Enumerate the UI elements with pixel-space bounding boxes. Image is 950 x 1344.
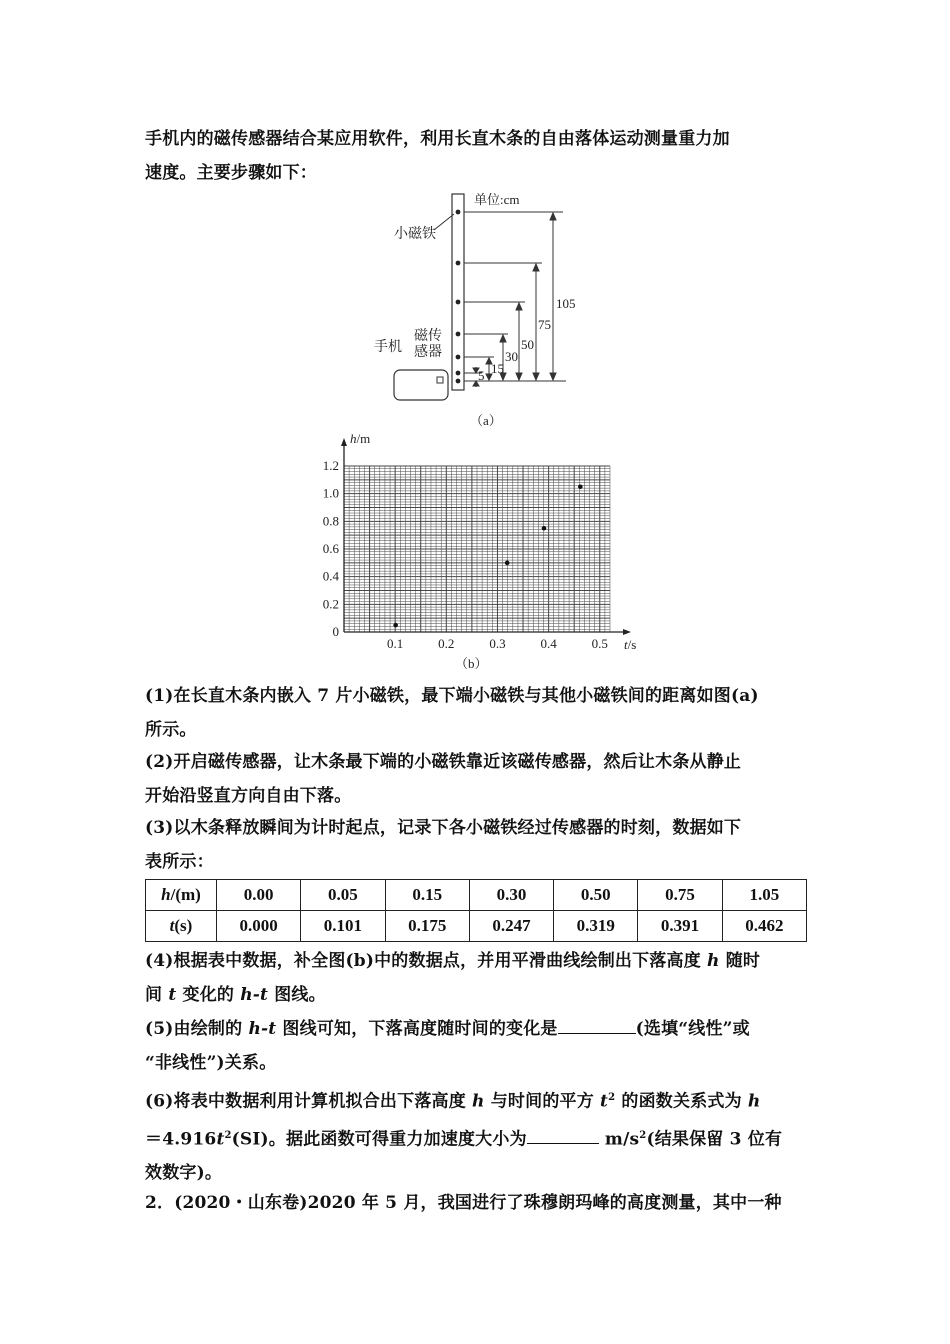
table-cell: 0.319	[554, 911, 638, 942]
y-tick-label: 0.4	[322, 568, 339, 584]
y-axis-label: h/m	[350, 431, 371, 446]
table-cell: 0.000	[217, 911, 301, 942]
dim-label-75: 75	[538, 317, 551, 332]
y-tick-label: 1.2	[322, 458, 339, 473]
dim-label-5: 5	[478, 368, 485, 383]
sensor-label-2: 感器	[414, 345, 442, 360]
table-cell: 0.50	[554, 880, 638, 911]
step-6	[145, 1081, 810, 1190]
figure-a	[370, 188, 610, 433]
step-5	[145, 1012, 810, 1080]
step-3-line-1: (3)以木条释放瞬间为计时起点，记录下各小磁铁经过传感器的时刻，数据如下	[145, 818, 742, 838]
chart-axes	[341, 438, 631, 635]
intro-line-2: 速度。主要步骤如下：	[145, 163, 317, 183]
x-tick-label: 0.2	[438, 636, 455, 651]
dim-label-30: 30	[505, 349, 518, 364]
step-6-line-2: $=4.916t^2(SI)$。据此函数可得重力加速度大小为 $m/s^2$(结果保留 3 位有	[145, 1119, 810, 1157]
y-tick-label: 0	[332, 624, 339, 639]
y-axis-arrow	[341, 438, 347, 446]
intro-paragraph	[145, 122, 810, 190]
step-3	[145, 811, 810, 879]
step-1	[145, 679, 810, 747]
data-table	[145, 879, 807, 942]
magnet-dot	[456, 355, 461, 360]
chart-grid	[344, 466, 610, 632]
step-5-line-1: (5)由绘制的 h-t 图线可知，下落高度随时间的变化是 (选填“线性”或	[145, 1012, 810, 1046]
table-cell: 0.15	[385, 880, 469, 911]
phone-body	[394, 370, 448, 400]
x-tick-label: 0.5	[591, 636, 608, 651]
y-tick-label: 0.6	[322, 541, 339, 556]
table-cell: 0.101	[301, 911, 385, 942]
question-2	[145, 1186, 810, 1220]
table-cell: 0.247	[469, 911, 553, 942]
x-axis-label: t/s	[624, 637, 637, 652]
unit-label: 单位:cm	[474, 192, 520, 207]
step-6-line-3: 效数字)。	[145, 1163, 223, 1184]
figure-a-caption: （a）	[470, 413, 502, 428]
table-cell: 1.05	[722, 880, 806, 911]
table-cell: 0.75	[638, 880, 722, 911]
dim-label-50: 50	[521, 337, 534, 352]
magnet-dot	[456, 210, 461, 215]
data-point	[542, 526, 547, 531]
magnet-dot	[456, 379, 461, 384]
dim-label-105: 105	[556, 296, 576, 311]
question-2-line-1: 2．(2020・山东卷)2020 年 5 月，我国进行了珠穆朗玛峰的高度测量，其中一种	[145, 1193, 782, 1213]
step-3-line-2: 表所示：	[145, 852, 214, 872]
data-point	[578, 484, 583, 489]
step-2-line-2: 开始沿竖直方向自由下落。	[145, 786, 352, 806]
x-axis-arrow	[623, 629, 631, 635]
table-cell: 0.00	[217, 880, 301, 911]
figure-b-caption: （b）	[455, 656, 488, 671]
table-row-h	[146, 880, 807, 911]
table-row-t	[146, 911, 807, 942]
x-tick-label: 0.3	[489, 636, 506, 651]
data-point	[393, 623, 398, 628]
step-5-line-2: “非线性”)关系。	[145, 1053, 277, 1073]
table-cell: 0.175	[385, 911, 469, 942]
dim-label-15: 15	[491, 361, 504, 376]
sensor-label-1: 磁传	[414, 329, 442, 344]
chart-points	[393, 484, 582, 627]
step-1-line-2: 所示。	[145, 720, 197, 740]
magnet-dot	[456, 332, 461, 337]
x-tick-label: 0.1	[387, 636, 404, 651]
step-2-line-1: (2)开启磁传感器，让木条最下端的小磁铁靠近该磁传感器，然后让木条从静止	[145, 752, 742, 772]
table-cell: 0.30	[469, 880, 553, 911]
step-6-line-1: (6)将表中数据利用计算机拟合出下落高度 h 与时间的平方 $t^2$ 的函数关系式为 h	[145, 1091, 761, 1112]
step-4	[145, 944, 810, 1012]
step-4-line-1: (4)根据表中数据，补全图(b)中的数据点，并用平滑曲线绘制出下落高度 h 随时	[145, 951, 761, 971]
y-tick-label: 0.2	[322, 596, 339, 612]
answer-blank-5[interactable]	[558, 1015, 636, 1034]
table-cell: 0.05	[301, 880, 385, 911]
x-tick-label: 0.4	[540, 636, 557, 651]
table-cell: 0.462	[722, 911, 806, 942]
magnet-dot	[456, 300, 461, 305]
step-1-line-1: (1)在长直木条内嵌入 7 片小磁铁，最下端小磁铁与其他小磁铁间的距离如图(a)	[145, 686, 759, 706]
sensor-box	[437, 377, 443, 383]
step-4-line-2: 间 t 变化的 h-t 图线。	[145, 985, 326, 1005]
magnet-label: 小磁铁	[394, 227, 436, 242]
row-header-h: h/(m)	[146, 880, 217, 911]
table-cell: 0.391	[638, 911, 722, 942]
magnet-dot	[456, 261, 461, 266]
magnet-dots	[456, 210, 461, 384]
y-tick-label: 0.8	[322, 513, 339, 529]
magnet-dot	[456, 371, 461, 376]
answer-blank-6[interactable]	[527, 1125, 599, 1144]
phone-label: 手机	[374, 340, 402, 355]
intro-line-1: 手机内的磁传感器结合某应用软件，利用长直木条的自由落体运动测量重力加	[145, 129, 730, 149]
wooden-strip	[452, 194, 464, 390]
row-header-t: t(s)	[146, 911, 217, 942]
step-2	[145, 745, 810, 813]
data-point	[505, 561, 510, 566]
figure-b-chart	[300, 430, 660, 675]
y-tick-label: 1.0	[322, 485, 339, 501]
